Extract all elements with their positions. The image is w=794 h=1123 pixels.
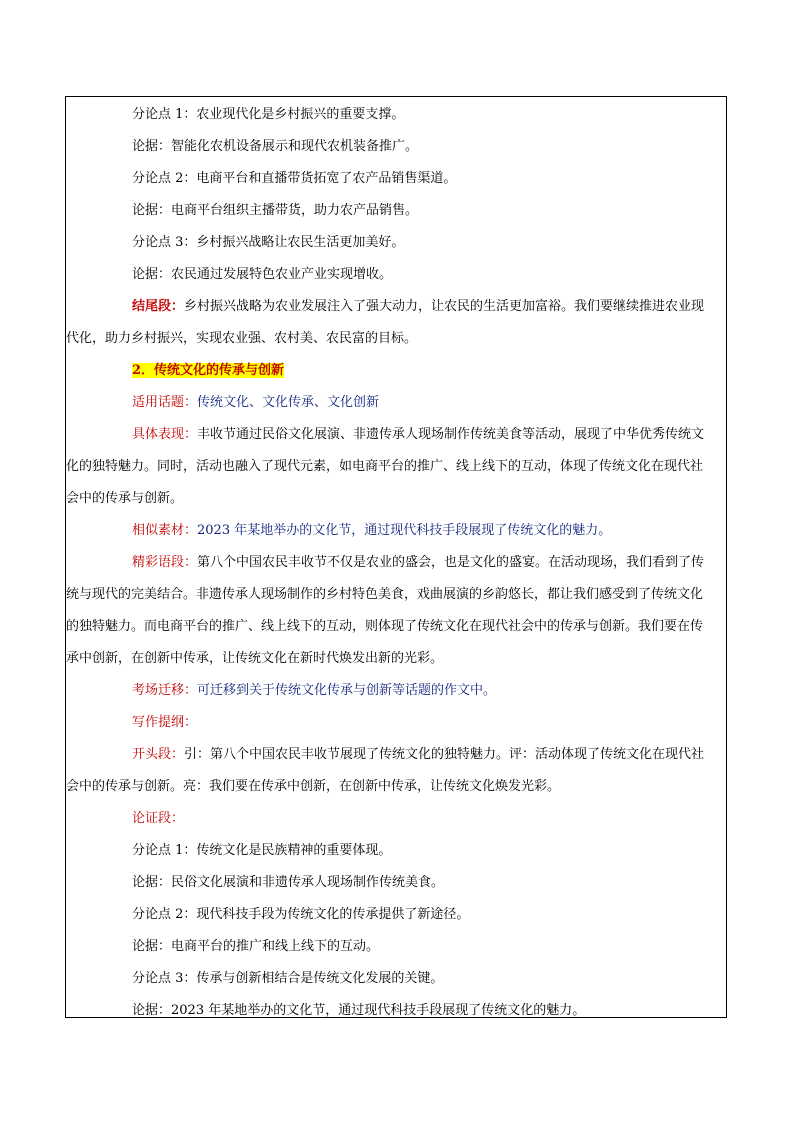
sub-point-1: 分论点 1：农业现代化是乡村振兴的重要支撑。 [132, 107, 405, 122]
topics-label: 适用话题： [132, 395, 198, 410]
section2-argument-3: 论据：2023 年某地举办的文化节，通过现代科技手段展现了传统文化的魅力。 [132, 1003, 586, 1018]
expression-label: 具体表现： [132, 427, 198, 442]
quote-paragraph [66, 547, 714, 675]
transfer-text: 可迁移到关于传统文化传承与创新等话题的作文中。 [197, 683, 497, 698]
sub-point-2: 分论点 2：电商平台和直播带货拓宽了农产品销售渠道。 [132, 171, 457, 186]
topics-text: 传统文化、文化传承、文化创新 [197, 395, 380, 410]
similar-line [66, 515, 714, 547]
opening-text: 引：第八个中国农民丰收节展现了传统文化的独特魅力。评：活动体现了传统文化在现代社会中的传承与创新。亮：我们要在传承中创新，在创新中传承，让传统文化焕发光彩。 [66, 747, 705, 794]
expression-paragraph [66, 419, 714, 515]
argument-2: 论据：电商平台组织主播带货，助力农产品销售。 [132, 203, 419, 218]
section2-sub-point-2: 分论点 2：现代科技手段为传统文化的传承提供了新途径。 [132, 907, 470, 922]
transfer-label: 考场迁移： [132, 683, 198, 698]
section-heading [66, 355, 714, 387]
transfer-line [66, 675, 714, 707]
argument-1: 论据：智能化农机设备展示和现代农机装备推广。 [132, 139, 419, 154]
similar-text: 2023 年某地举办的文化节，通过现代科技手段展现了传统文化的魅力。 [197, 523, 612, 538]
document-frame [65, 96, 727, 1018]
similar-label: 相似素材： [132, 523, 198, 538]
ending-text: 乡村振兴战略为农业发展注入了强大动力，让农民的生活更加富裕。我们要继续推进农业现代化，助力乡村振兴，实现农业强、农村美、农民富的目标。 [66, 299, 705, 346]
expression-text: 丰收节通过民俗文化展演、非遗传承人现场制作传统美食等活动，展现了中华优秀传统文化的独特魅力。同时，活动也融入了现代元素，如电商平台的推广、线上线下的互动，体现了传统文化在现代社会中的传承与创新。 [66, 427, 705, 506]
argument-section-label: 论证段： [132, 811, 185, 826]
outline-label: 写作提纲： [132, 715, 198, 730]
section2-argument-2: 论据：电商平台的推广和线上线下的互动。 [132, 939, 380, 954]
quote-text: 第八个中国农民丰收节不仅是农业的盛会，也是文化的盛宴。在活动现场，我们看到了传统与现代的完美结合。非遗传承人现场制作的乡村特色美食，戏曲展演的乡韵悠长，都让我们感受到了传统文化的独特魅力。而电商平台的推广、线上线下的互动，则体现了传统文化在现代社会中的传承与创新。我们要在传承中创新，在创新中传承，让传统文化在新时代焕发出新的光彩。 [66, 555, 705, 666]
section2-sub-point-1: 分论点 1：传统文化是民族精神的重要体现。 [132, 843, 392, 858]
quote-label: 精彩语段： [132, 555, 198, 570]
section2-argument-1: 论据：民俗文化展演和非遗传承人现场制作传统美食。 [132, 875, 445, 890]
ending-paragraph [66, 291, 714, 355]
opening-label: 开头段： [132, 747, 185, 762]
section2-sub-point-3: 分论点 3：传承与创新相结合是传统文化发展的关键。 [132, 971, 444, 986]
opening-paragraph [66, 739, 714, 803]
argument-3: 论据：农民通过发展特色农业产业实现增收。 [132, 267, 393, 282]
section-heading-text: 2．传统文化的传承与创新 [132, 363, 285, 378]
ending-label: 结尾段： [132, 299, 185, 314]
topics-line [66, 387, 714, 419]
sub-point-3: 分论点 3：乡村振兴战略让农民生活更加美好。 [132, 235, 405, 250]
